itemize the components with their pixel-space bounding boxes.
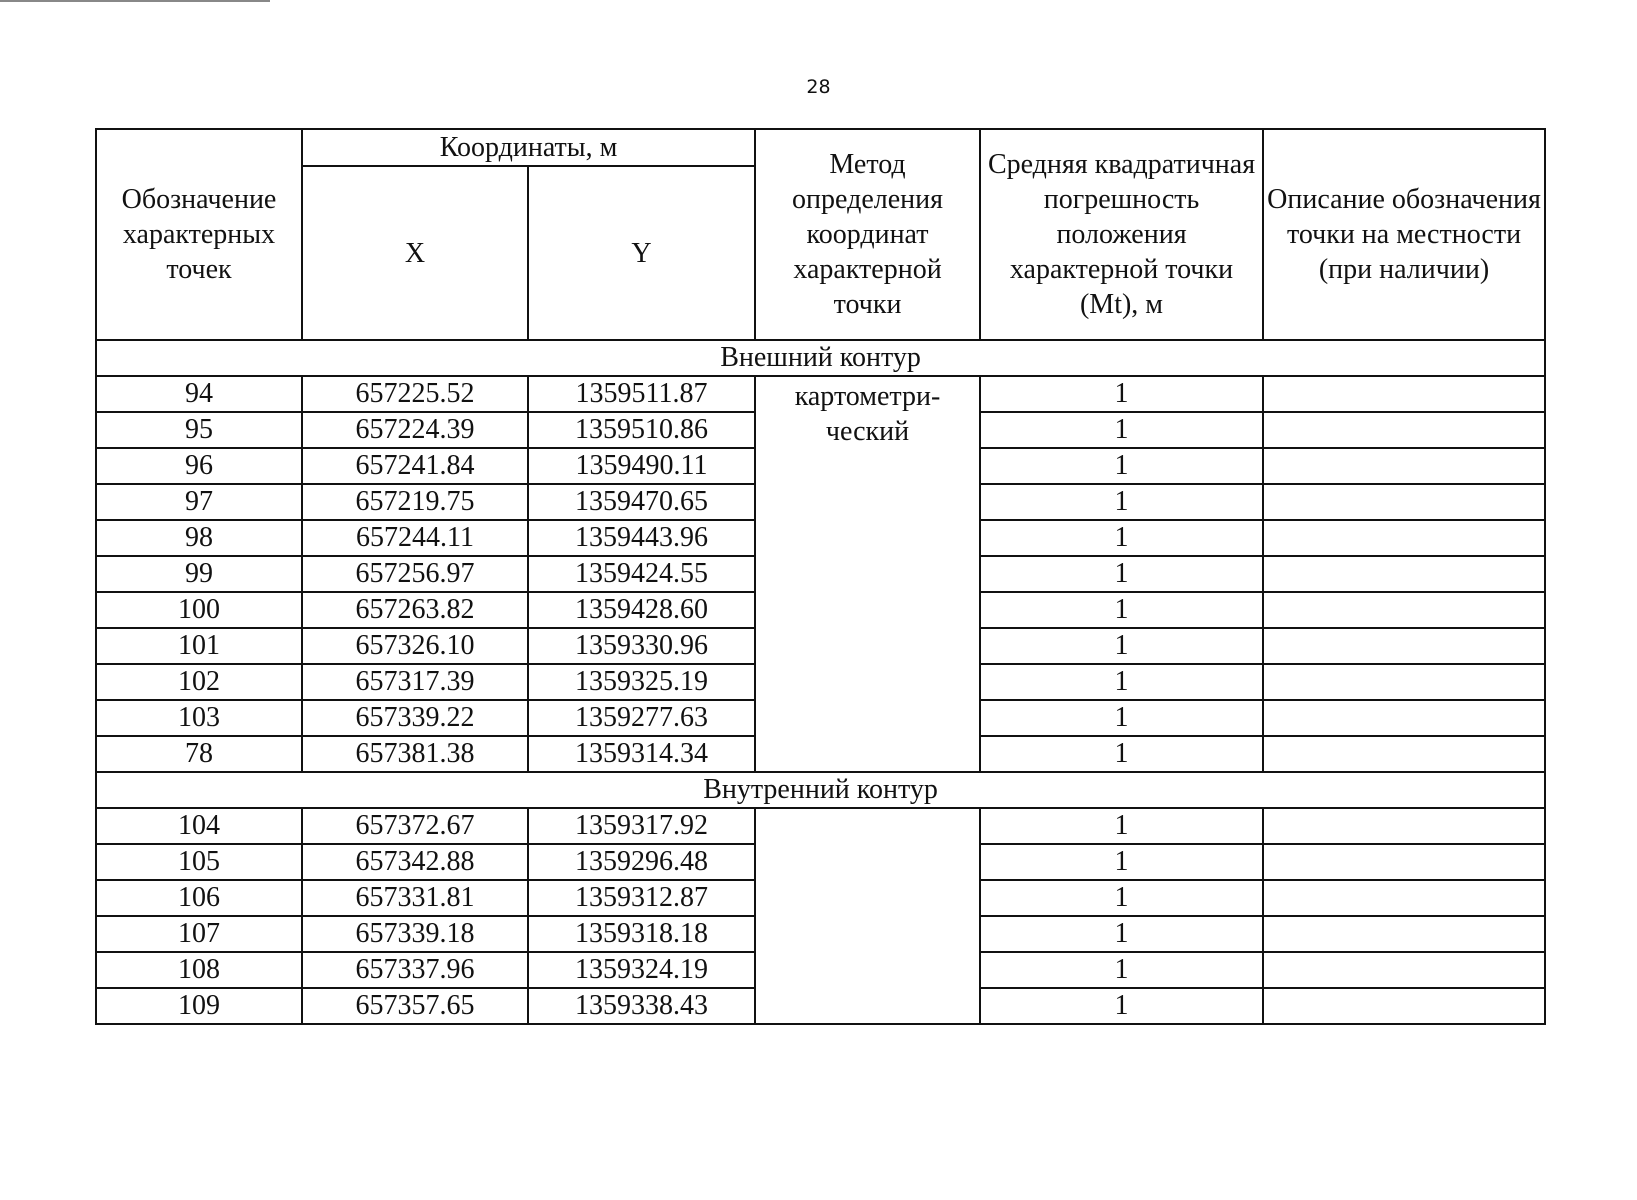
point-cell: 107: [96, 916, 302, 952]
error-cell: 1: [980, 916, 1263, 952]
y-coordinate-cell: 1359330.96: [528, 628, 755, 664]
error-cell: 1: [980, 844, 1263, 880]
method-cell: картометри- ческий: [755, 376, 980, 772]
y-coordinate-cell: 1359338.43: [528, 988, 755, 1024]
header-y: Y: [528, 166, 755, 340]
y-coordinate-cell: 1359428.60: [528, 592, 755, 628]
error-cell: 1: [980, 880, 1263, 916]
x-coordinate-cell: 657337.96: [302, 952, 528, 988]
error-cell: 1: [980, 556, 1263, 592]
point-cell: 109: [96, 988, 302, 1024]
description-cell: [1263, 556, 1545, 592]
description-cell: [1263, 880, 1545, 916]
y-coordinate-cell: 1359314.34: [528, 736, 755, 772]
table-body: [96, 340, 1545, 1024]
description-cell: [1263, 808, 1545, 844]
x-coordinate-cell: 657331.81: [302, 880, 528, 916]
description-cell: [1263, 412, 1545, 448]
header-method: Метод определения координат характерной точки: [755, 129, 980, 340]
point-cell: 98: [96, 520, 302, 556]
header-point-designation: Обозначение характерных точек: [96, 129, 302, 340]
x-coordinate-cell: 657339.18: [302, 916, 528, 952]
error-cell: 1: [980, 592, 1263, 628]
x-coordinate-cell: 657219.75: [302, 484, 528, 520]
header-description: Описание обозначения точки на местности (при наличии): [1263, 129, 1545, 340]
x-coordinate-cell: 657244.11: [302, 520, 528, 556]
x-coordinate-cell: 657372.67: [302, 808, 528, 844]
x-coordinate-cell: 657224.39: [302, 412, 528, 448]
x-coordinate-cell: 657241.84: [302, 448, 528, 484]
point-cell: 108: [96, 952, 302, 988]
description-cell: [1263, 700, 1545, 736]
point-cell: 102: [96, 664, 302, 700]
error-cell: 1: [980, 736, 1263, 772]
y-coordinate-cell: 1359312.87: [528, 880, 755, 916]
table-row: [96, 808, 1545, 844]
description-cell: [1263, 376, 1545, 412]
error-cell: 1: [980, 664, 1263, 700]
y-coordinate-cell: 1359318.18: [528, 916, 755, 952]
x-coordinate-cell: 657326.10: [302, 628, 528, 664]
point-cell: 104: [96, 808, 302, 844]
y-coordinate-cell: 1359324.19: [528, 952, 755, 988]
description-cell: [1263, 844, 1545, 880]
point-cell: 106: [96, 880, 302, 916]
x-coordinate-cell: 657381.38: [302, 736, 528, 772]
y-coordinate-cell: 1359443.96: [528, 520, 755, 556]
header-error: Средняя квадратичная погрешность положения характерной точки (Mt), м: [980, 129, 1263, 340]
description-cell: [1263, 628, 1545, 664]
section-header-row: [96, 340, 1545, 376]
description-cell: [1263, 448, 1545, 484]
point-cell: 100: [96, 592, 302, 628]
error-cell: 1: [980, 808, 1263, 844]
y-coordinate-cell: 1359470.65: [528, 484, 755, 520]
point-cell: 95: [96, 412, 302, 448]
page-number: 28: [806, 76, 831, 98]
x-coordinate-cell: 657357.65: [302, 988, 528, 1024]
point-cell: 103: [96, 700, 302, 736]
error-cell: 1: [980, 988, 1263, 1024]
point-cell: 94: [96, 376, 302, 412]
point-cell: 97: [96, 484, 302, 520]
error-cell: 1: [980, 520, 1263, 556]
error-cell: 1: [980, 952, 1263, 988]
table-row: [96, 376, 1545, 412]
x-coordinate-cell: 657225.52: [302, 376, 528, 412]
section-title: Внутренний контур: [96, 772, 1545, 808]
description-cell: [1263, 736, 1545, 772]
point-cell: 99: [96, 556, 302, 592]
description-cell: [1263, 988, 1545, 1024]
x-coordinate-cell: 657317.39: [302, 664, 528, 700]
section-title: Внешний контур: [96, 340, 1545, 376]
y-coordinate-cell: 1359510.86: [528, 412, 755, 448]
x-coordinate-cell: 657339.22: [302, 700, 528, 736]
x-coordinate-cell: 657256.97: [302, 556, 528, 592]
description-cell: [1263, 520, 1545, 556]
y-coordinate-cell: 1359317.92: [528, 808, 755, 844]
x-coordinate-cell: 657263.82: [302, 592, 528, 628]
point-cell: 96: [96, 448, 302, 484]
y-coordinate-cell: 1359325.19: [528, 664, 755, 700]
description-cell: [1263, 664, 1545, 700]
x-coordinate-cell: 657342.88: [302, 844, 528, 880]
y-coordinate-cell: 1359424.55: [528, 556, 755, 592]
coordinates-table: [95, 128, 1546, 1025]
description-cell: [1263, 484, 1545, 520]
error-cell: 1: [980, 376, 1263, 412]
error-cell: 1: [980, 628, 1263, 664]
y-coordinate-cell: 1359296.48: [528, 844, 755, 880]
y-coordinate-cell: 1359277.63: [528, 700, 755, 736]
error-cell: 1: [980, 448, 1263, 484]
description-cell: [1263, 952, 1545, 988]
description-cell: [1263, 916, 1545, 952]
point-cell: 78: [96, 736, 302, 772]
error-cell: 1: [980, 484, 1263, 520]
header-x: X: [302, 166, 528, 340]
y-coordinate-cell: 1359490.11: [528, 448, 755, 484]
error-cell: 1: [980, 412, 1263, 448]
point-cell: 105: [96, 844, 302, 880]
description-cell: [1263, 592, 1545, 628]
scan-edge-mark: [0, 0, 270, 2]
y-coordinate-cell: 1359511.87: [528, 376, 755, 412]
section-header-row: [96, 772, 1545, 808]
method-cell: [755, 808, 980, 1024]
header-coordinates: Координаты, м: [302, 129, 755, 166]
error-cell: 1: [980, 700, 1263, 736]
point-cell: 101: [96, 628, 302, 664]
